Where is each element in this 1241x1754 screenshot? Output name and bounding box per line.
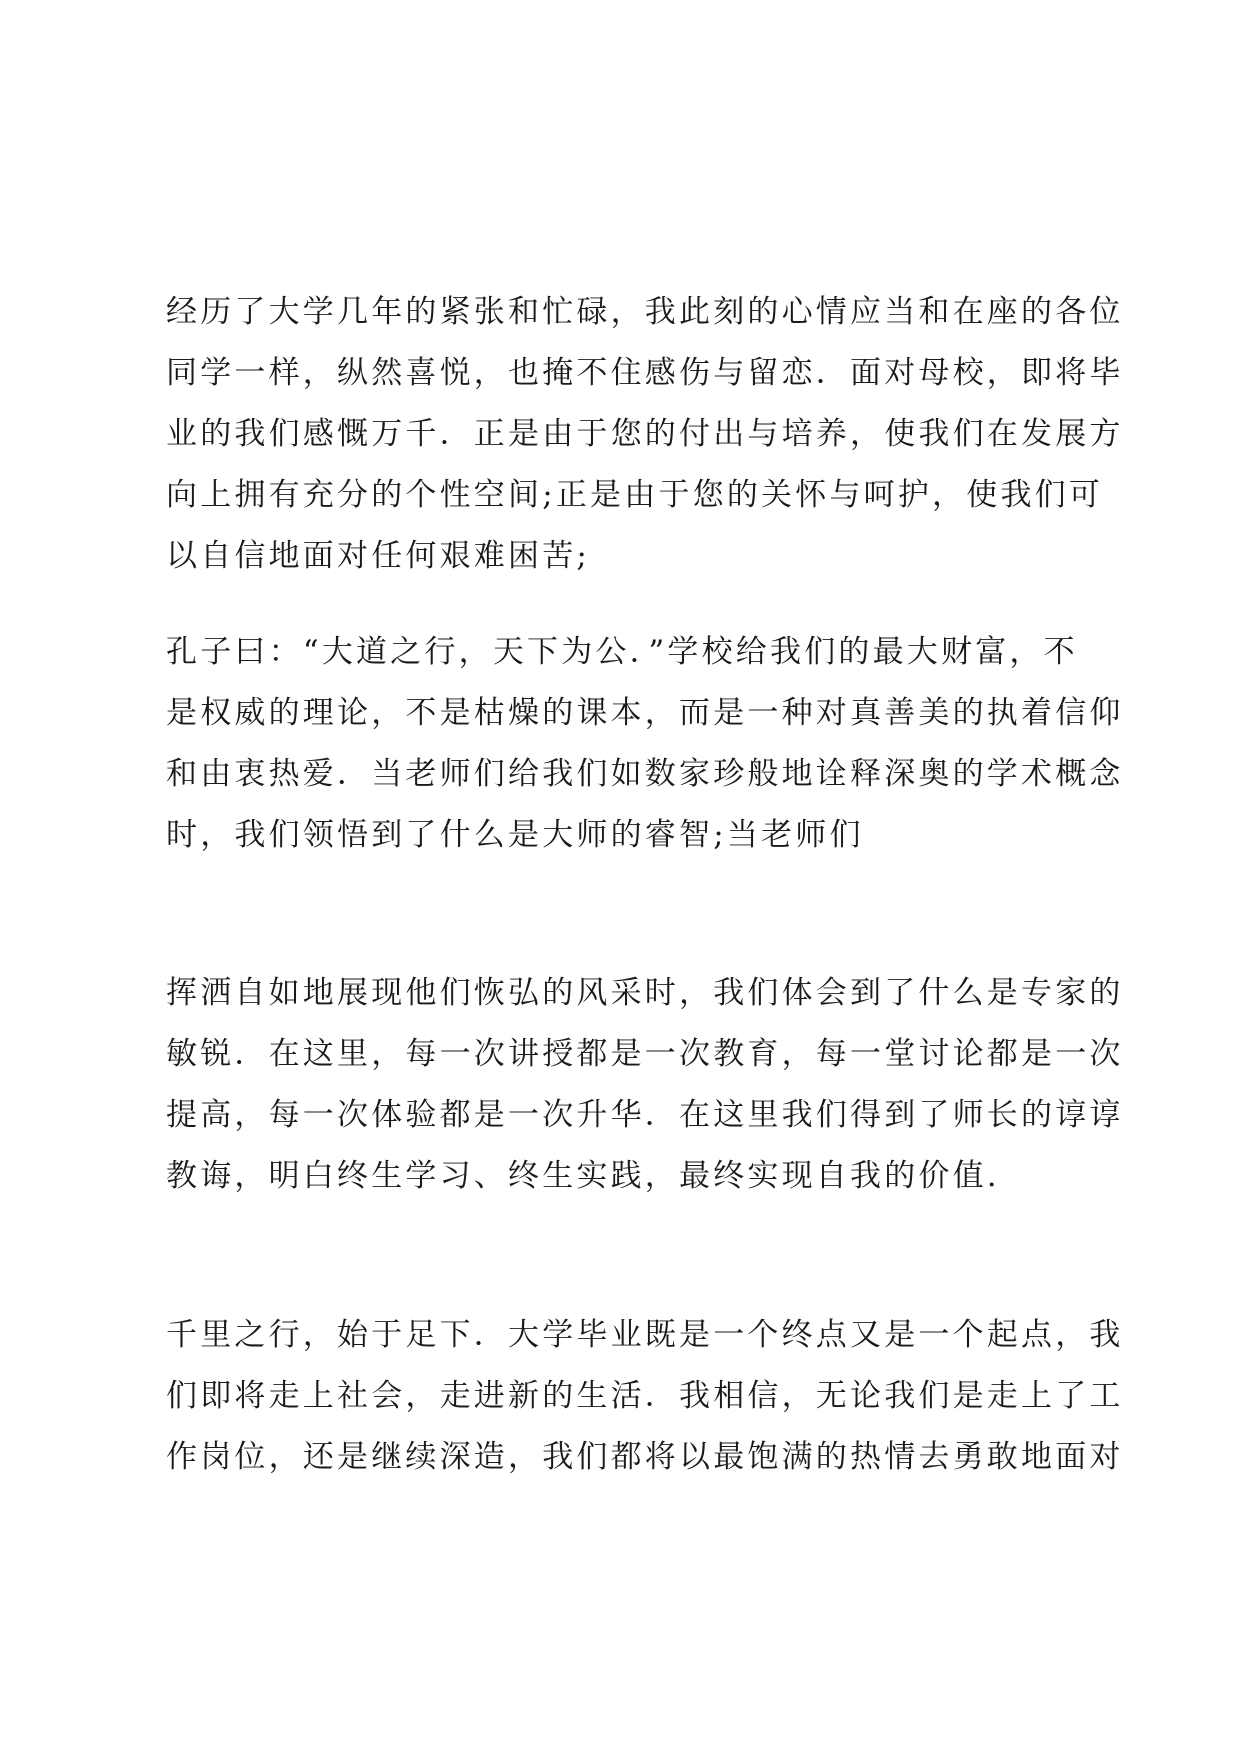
text-line: 们即将走上社会，走进新的生活．我相信，无论我们是走上了工 [166,1378,1124,1414]
paragraph-4 [166,1305,1124,1488]
text-line: 敏锐．在这里，每一次讲授都是一次教育，每一堂讨论都是一次 [166,1036,1124,1072]
paragraph-2 [166,622,1124,866]
text-line: 千里之行，始于足下．大学毕业既是一个终点又是一个起点，我 [166,1317,1124,1353]
text-line: 提高，每一次体验都是一次升华．在这里我们得到了师长的谆谆 [166,1097,1124,1133]
text-line: 业的我们感慨万千．正是由于您的付出与培养，使我们在发展方 [166,416,1124,452]
text-line: 向上拥有充分的个性空间;正是由于您的关怀与呵护，使我们可 [166,477,1104,513]
paragraph-3 [166,963,1124,1207]
text-line: 经历了大学几年的紧张和忙碌，我此刻的心情应当和在座的各位 [166,294,1124,330]
text-line: 挥洒自如地展现他们恢弘的风采时，我们体会到了什么是专家的 [166,975,1124,1011]
text-line: 同学一样，纵然喜悦，也掩不住感伤与留恋．面对母校，即将毕 [166,355,1124,391]
text-line: 孔子曰：“大道之行，天下为公．”学校给我们的最大财富，不 [166,634,1078,670]
text-line: 和由衷热爱．当老师们给我们如数家珍般地诠释深奥的学术概念 [166,756,1124,792]
text-line: 以自信地面对任何艰难困苦; [166,538,591,574]
paragraph-1 [166,282,1124,587]
text-line: 时，我们领悟到了什么是大师的睿智;当老师们 [166,817,864,853]
text-line: 是权威的理论，不是枯燥的课本，而是一种对真善美的执着信仰 [166,695,1124,731]
text-line: 教诲，明白终生学习、终生实践，最终实现自我的价值. [166,1158,1000,1194]
text-line: 作岗位，还是继续深造，我们都将以最饱满的热情去勇敢地面对 [166,1439,1124,1475]
